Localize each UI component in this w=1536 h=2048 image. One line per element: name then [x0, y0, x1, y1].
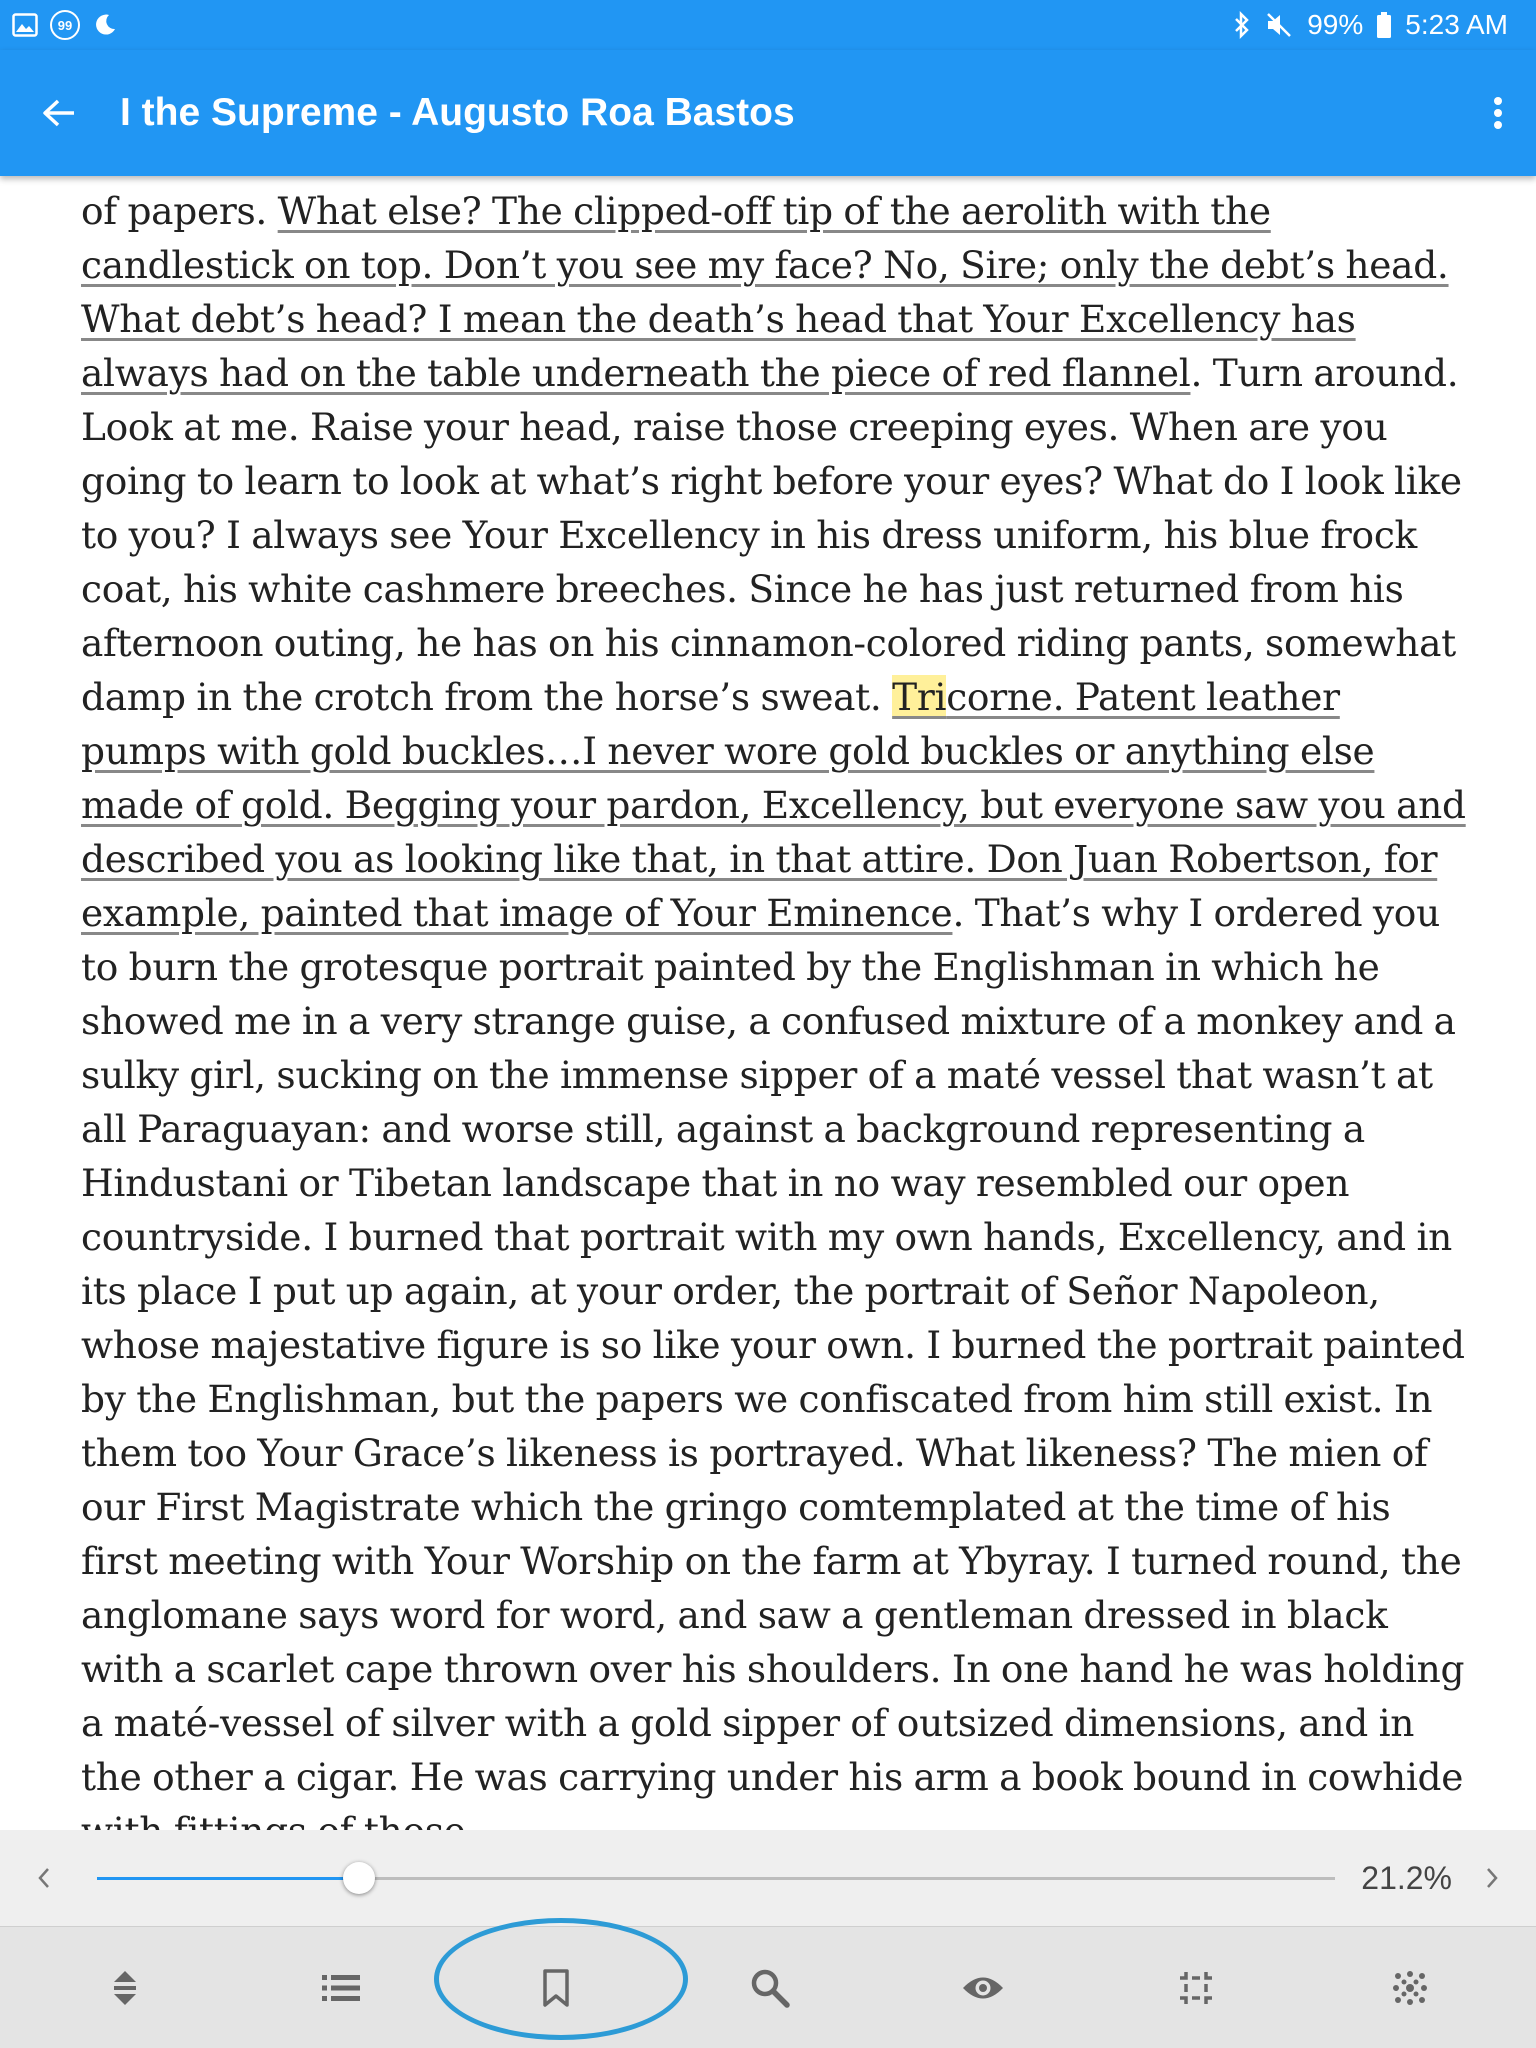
scroll-mode-icon	[110, 1968, 140, 2008]
text-segment: . That’s why I ordered you to burn the grotesque portrait painted by the Englishman in which he showed me in a very strange guise, a confused mixture of a monkey and a sulky girl, sucking on the immense sipper of a maté vessel that wasn’t at all Paraguayan: and worse still, against a background representing a Hindustani or Tibetan landscape that in no way resembled our open countryside. I burned that portrait with my own hands, Excellency, and in its place I put up again, at your order, the portrait of Señor Napoleon, whose majestative figure is so like your own. I burned the portrait painted by the Englishman, but the papers we confiscated from him still exist. In them too Your Grace’s likeness is portrayed. What likeness? The mien of our First Magistrate which the gringo comtemplated at the time of his first meeting with Your Worship on the farm at Ybyray. I turned round, the anglomane says word for word, and saw a gentleman dressed in black with a scarlet cape thrown over his shoulders. In one hand he was holding a maté-vessel of silver with a gold sipper of outsized dimensions, and in the other a cigar. He was carrying under his arm a book bound in cowhide	[81, 891, 1465, 1799]
moon-icon	[92, 12, 118, 38]
status-left	[12, 8, 118, 42]
highlighted-selection[interactable]: Tri	[892, 675, 947, 719]
search-icon	[749, 1967, 791, 2009]
book-title: I the Supreme - Augusto Roa Bastos	[120, 91, 795, 134]
underlined-annotation[interactable]: corne. Patent leather pumps with gold buckles…I never wore gold buckles or anything else made of gold. Begging your pardon, Excellency, but everyone saw you and described you as looking like that, in that attire. Don Juan Robertson, for example, painted that image of Your Eminence	[81, 675, 1466, 935]
status-right	[1233, 0, 1508, 50]
view-eye-icon	[961, 1973, 1005, 2003]
battery-percent: 99%	[1307, 9, 1364, 40]
bookmark-icon	[541, 1968, 571, 2008]
view-mode-button[interactable]	[923, 1927, 1043, 2048]
text-segment: . Turn around. Look at me. Raise your head, raise those creeping eyes. When are you going to learn to look at what’s right before your eyes? What do I look like to you? I always see Your Excellency in his dress uniform, his blue frock coat, his white cashmere breeches. Since he has just returned from his afternoon outing, he has on his cinnamon-colored riding pants, somewhat damp in the crotch from the horse’s sweat.	[81, 351, 1462, 719]
notification-99-icon: 99	[50, 10, 80, 40]
prev-chapter-button[interactable]	[22, 1854, 66, 1902]
battery-icon	[1377, 12, 1391, 38]
status-bar	[0, 0, 1536, 50]
book-paragraph[interactable]	[81, 184, 1471, 1858]
reading-area[interactable]	[0, 176, 1536, 1830]
chevron-left-icon	[36, 1865, 52, 1891]
progress-slider[interactable]	[97, 1877, 1335, 1880]
text-segment: of papers.	[81, 189, 278, 233]
progress-percent: 21.2%	[1361, 1860, 1452, 1896]
crop-margins-button[interactable]	[1136, 1927, 1256, 2048]
crop-margins-icon	[1176, 1968, 1216, 2008]
overflow-menu-button[interactable]	[1478, 88, 1518, 138]
bluetooth-icon	[1233, 11, 1251, 39]
mute-icon	[1265, 11, 1293, 39]
progress-bar	[0, 1830, 1536, 1926]
gallery-icon	[12, 13, 38, 37]
underlined-annotation[interactable]: What else? The clipped-off tip of the aerolith with the candlestick on top. Don’t you see my face? No, Sire; only the debt’s head. What debt’s head? I mean the death’s head that Your Excellency has always had on the table underneath the piece of red flannel	[81, 189, 1449, 395]
bottom-toolbar	[0, 1927, 1536, 2048]
search-button[interactable]	[710, 1927, 830, 2048]
toc-list-icon	[322, 1973, 360, 2003]
chevron-right-icon	[1484, 1865, 1500, 1891]
scroll-mode-button[interactable]	[65, 1927, 185, 2048]
more-dots-icon	[1390, 1968, 1430, 2008]
arrow-back-icon	[42, 98, 76, 128]
progress-fill	[97, 1877, 359, 1880]
bookmark-button[interactable]	[496, 1927, 616, 2048]
back-button[interactable]	[34, 88, 84, 138]
clock: 5:23 AM	[1405, 9, 1508, 40]
progress-thumb[interactable]	[343, 1862, 375, 1894]
toc-button[interactable]	[281, 1927, 401, 2048]
app-bar	[0, 50, 1536, 176]
next-chapter-button[interactable]	[1470, 1854, 1514, 1902]
more-vert-icon	[1493, 96, 1503, 130]
more-options-button[interactable]	[1350, 1927, 1470, 2048]
